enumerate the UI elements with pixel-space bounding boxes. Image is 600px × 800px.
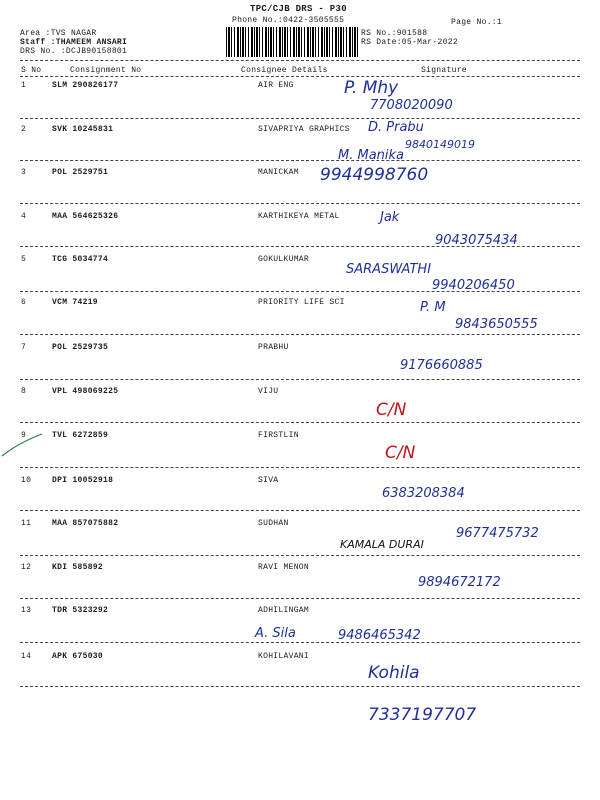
signature-text: SARASWATHI: [346, 262, 432, 277]
row-consignee: SIVAPRIYA GRAPHICS: [258, 125, 350, 134]
row-sno: 14: [21, 652, 32, 661]
row-sno: 6: [21, 298, 27, 307]
signature-text: C/N: [376, 400, 407, 420]
row-sno: 3: [21, 168, 27, 177]
signature-phone: 9894672172: [418, 575, 501, 590]
row-consignment: SLM 290826177: [52, 81, 119, 90]
signature-text: M. Manika: [338, 148, 405, 163]
row-consignee: RAVI MENON: [258, 563, 310, 572]
signature-phone: 6383208384: [382, 486, 465, 501]
row-consignment: MAA 564625326: [52, 212, 119, 221]
row-consignment: TVL 6272859: [52, 431, 109, 440]
column-header-sno: S No: [21, 66, 42, 75]
row-sno: 12: [21, 563, 32, 572]
row-sno: 10: [21, 476, 32, 485]
signature-text: Jak: [380, 210, 400, 225]
column-header-consignee: Consignee Details: [241, 66, 328, 75]
row-sno: 13: [21, 606, 32, 615]
signature-phone: 9843650555: [455, 317, 538, 332]
row-divider: [20, 379, 580, 380]
row-divider: [20, 642, 580, 643]
row-consignee: GOKULKUMAR: [258, 255, 310, 264]
row-consignment: VCM 74219: [52, 298, 98, 307]
row-consignee: FIRSTLIN: [258, 431, 299, 440]
area-label: Area :TVS NAGAR: [20, 29, 97, 38]
row-sno: 5: [21, 255, 27, 264]
signature-phone: 9176660885: [400, 358, 483, 373]
signature-phone: 9486465342: [338, 628, 421, 643]
row-divider: [20, 118, 580, 119]
row-divider: [20, 686, 580, 687]
signature-phone: 9043075434: [435, 233, 518, 248]
column-header-signature: Signature: [421, 66, 467, 75]
row-consignment: APK 675030: [52, 652, 104, 661]
signature-phone: 9944998760: [320, 165, 429, 185]
phone-number: Phone No.:0422-3505555: [232, 16, 345, 25]
column-header-rule: [20, 76, 580, 77]
row-divider: [20, 334, 580, 335]
row-sno: 2: [21, 125, 27, 134]
row-consignment: SVK 10245831: [52, 125, 114, 134]
row-consignee: ADHILINGAM: [258, 606, 310, 615]
row-divider: [20, 510, 580, 511]
row-consignee: AIR ENG: [258, 81, 294, 90]
signature-text: C/N: [385, 443, 416, 463]
row-consignee: SIVA: [258, 476, 279, 485]
row-consignee: KOHILAVANI: [258, 652, 310, 661]
row-consignee: KARTHIKEYA METAL: [258, 212, 340, 221]
row-divider: [20, 160, 580, 161]
row-sno: 11: [21, 519, 32, 528]
signature-phone: 7708020090: [370, 98, 453, 113]
row-sno: 8: [21, 387, 27, 396]
signature-phone: 7337197707: [368, 705, 477, 725]
drs-number: DRS No. :DCJB90158801: [20, 47, 128, 56]
row-consignment: DPI 10052918: [52, 476, 114, 485]
row-divider: [20, 555, 580, 556]
tick-mark-icon: [0, 430, 44, 460]
header-rule: [20, 60, 580, 61]
signature-text: P. Mhy: [344, 78, 399, 98]
row-consignee: PRIORITY LIFE SCI: [258, 298, 345, 307]
row-consignment: TCG 5034774: [52, 255, 109, 264]
rs-date: RS Date:05-Mar-2022: [361, 38, 458, 47]
row-consignment: VPL 498069225: [52, 387, 119, 396]
signature-phone: 9840149019: [405, 138, 475, 151]
signature-phone: 9677475732: [456, 526, 539, 541]
row-divider: [20, 422, 580, 423]
signature-text: D. Prabu: [368, 120, 424, 135]
column-header-consignment: Consignment No: [70, 66, 142, 75]
signature-text: A. Sila: [255, 626, 296, 641]
row-consignment: POL 2529751: [52, 168, 109, 177]
document-title: TPC/CJB DRS - P30: [250, 4, 347, 14]
row-consignment: POL 2529735: [52, 343, 109, 352]
row-divider: [20, 598, 580, 599]
signature-text: KAMALA DURAI: [340, 538, 424, 551]
rs-number: RS No.:901588: [361, 29, 428, 38]
row-divider: [20, 203, 580, 204]
signature-text: Kohila: [368, 663, 420, 683]
staff-label: Staff :THAMEEM ANSARI: [20, 38, 128, 47]
row-divider: [20, 467, 580, 468]
row-consignment: TDR 5323292: [52, 606, 109, 615]
row-consignee: SUDHAN: [258, 519, 289, 528]
signature-text: P. M: [420, 300, 446, 315]
row-sno: 1: [21, 81, 27, 90]
row-consignment: MAA 857075882: [52, 519, 119, 528]
row-consignee: VIJU: [258, 387, 279, 396]
row-sno: 7: [21, 343, 27, 352]
row-sno: 9: [21, 431, 27, 440]
page-number: Page No.:1: [451, 18, 503, 27]
barcode: [226, 27, 359, 57]
row-sno: 4: [21, 212, 27, 221]
row-consignment: KDI 585892: [52, 563, 104, 572]
row-consignee: PRABHU: [258, 343, 289, 352]
row-consignee: MANICKAM: [258, 168, 299, 177]
signature-phone: 9940206450: [432, 278, 515, 293]
